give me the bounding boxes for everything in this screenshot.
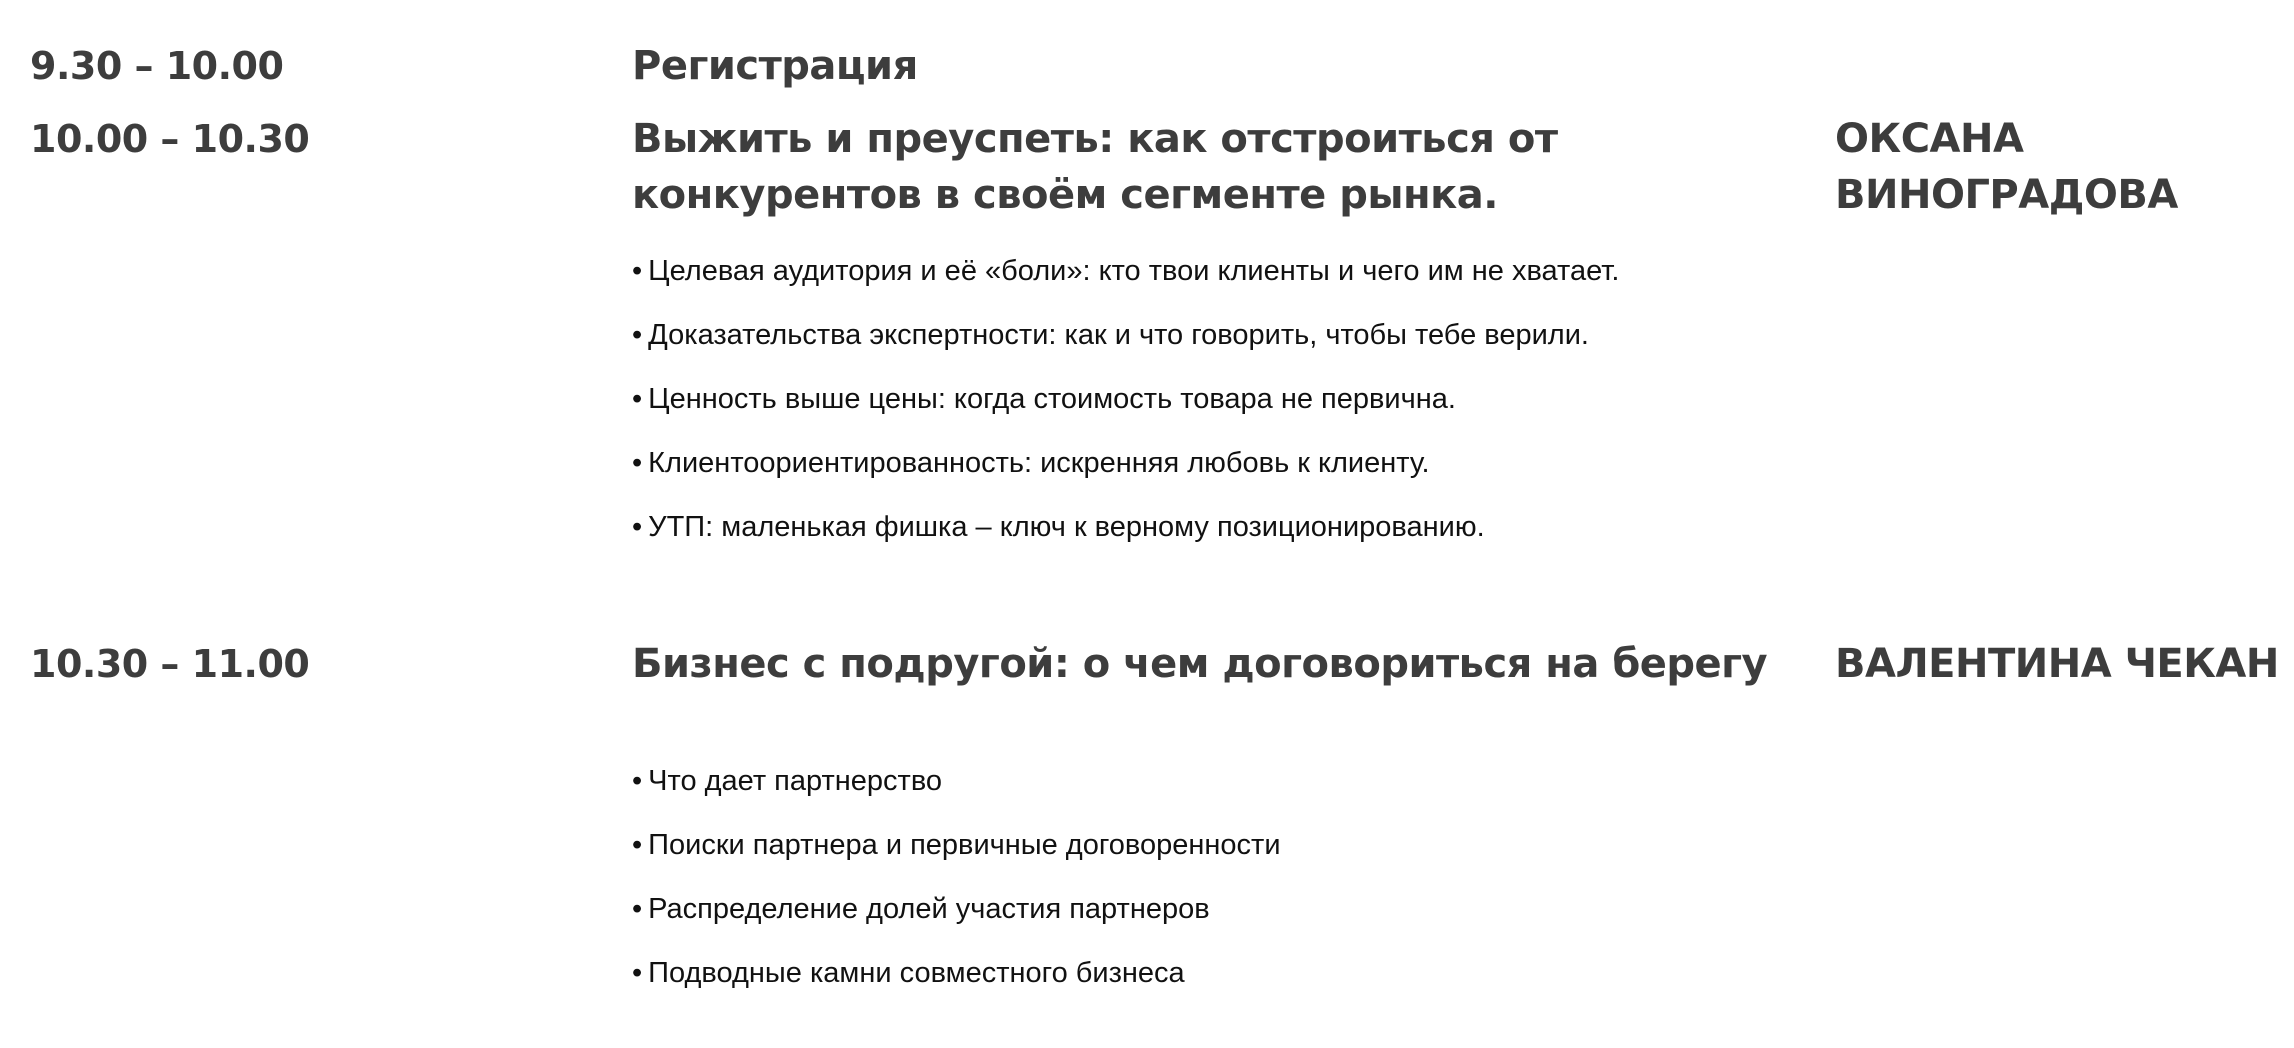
list-item: • Ценность выше цены: когда стоимость товара не первична. [632, 379, 1619, 443]
session-2-speaker-line-1: ОКСАНА [1835, 116, 2024, 162]
session-3-speaker: ВАЛЕНТИНА ЧЕКАН [1835, 641, 2279, 687]
list-item: • Доказательства экспертности: как и что говорить, чтобы тебе верили. [632, 315, 1619, 379]
session-2-title [632, 111, 1558, 223]
session-2-title-line-2: конкурентов в своём сегменте рынка. [632, 172, 1498, 218]
session-3-title: Бизнес с подругой: о чем договориться на берегу [632, 641, 1768, 687]
session-2-speaker-line-2: ВИНОГРАДОВА [1835, 172, 2178, 218]
session-3-time: 10.30 – 11.00 [30, 642, 310, 686]
session-1-time: 9.30 – 10.00 [30, 44, 284, 88]
list-item: • УТП: маленькая фишка – ключ к верному позиционированию. [632, 507, 1619, 571]
session-2-title-line-1: Выжить и преуспеть: как отстроиться от [632, 116, 1558, 162]
session-2-time: 10.00 – 10.30 [30, 117, 310, 161]
list-item: • Клиентоориентированность: искренняя любовь к клиенту. [632, 443, 1619, 507]
list-item: • Распределение долей участия партнеров [632, 889, 1281, 953]
list-item: • Что дает партнерство [632, 761, 1281, 825]
session-2-bullet-list [632, 251, 1619, 571]
session-1-title: Регистрация [632, 43, 918, 89]
list-item: • Целевая аудитория и её «боли»: кто твои клиенты и чего им не хватает. [632, 251, 1619, 315]
list-item: • Подводные камни совместного бизнеса [632, 953, 1281, 1017]
session-2-speaker [1835, 111, 2178, 223]
list-item: • Поиски партнера и первичные договоренности [632, 825, 1281, 889]
session-3-bullet-list [632, 761, 1281, 1017]
